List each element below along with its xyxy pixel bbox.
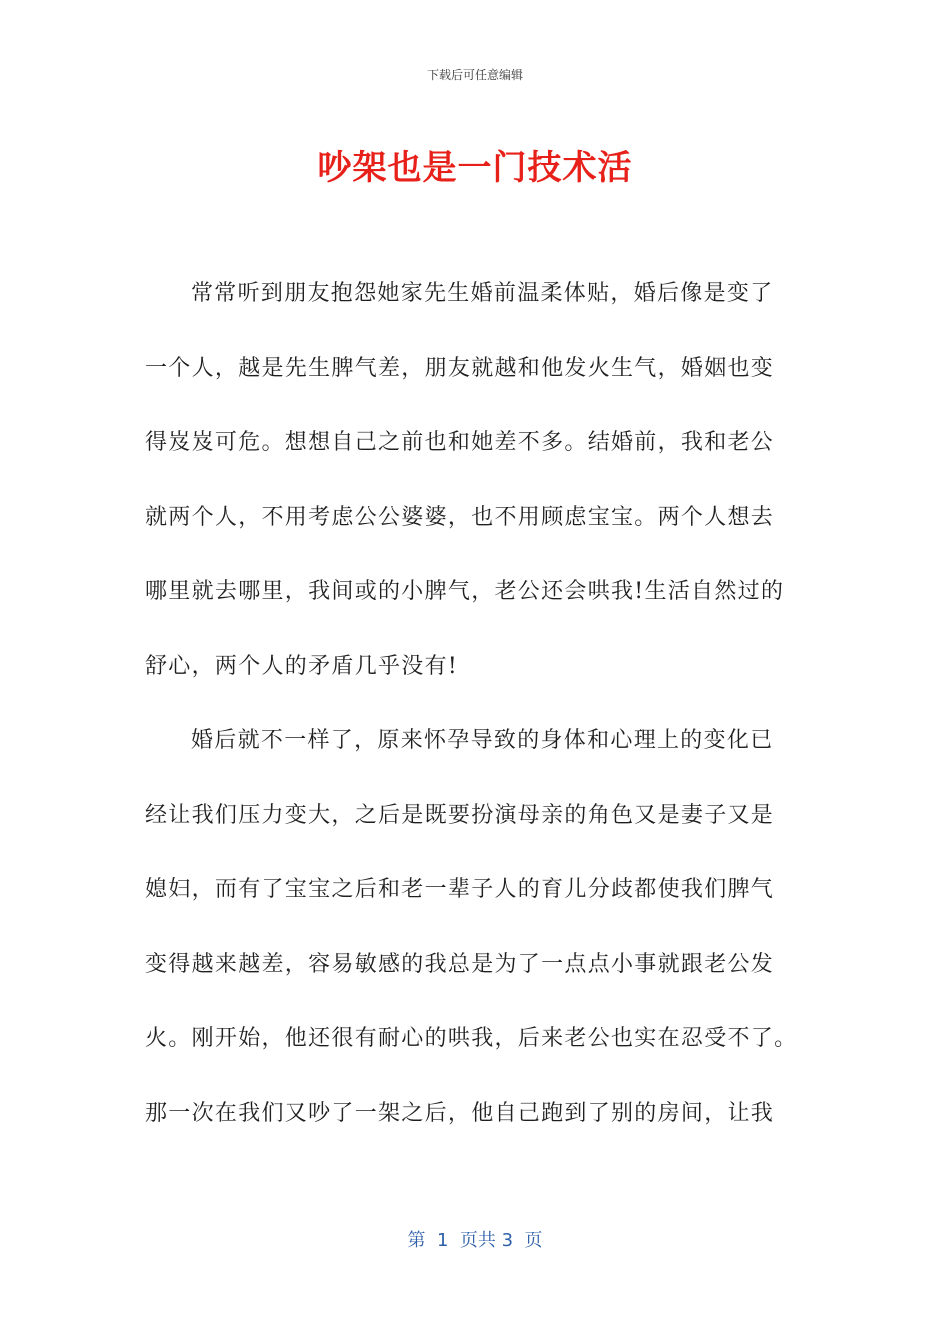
paragraph-line: 哪里就去哪里，我间或的小脾气，老公还会哄我!生活自然过的 <box>145 579 785 604</box>
document-body <box>145 257 805 1151</box>
paragraph-line: 一个人，越是先生脾气差，朋友就越和他发火生气，婚姻也变 <box>145 355 775 381</box>
paragraph-line: 舒心，两个人的矛盾几乎没有! <box>145 653 459 679</box>
paragraph-line: 媳妇，而有了宝宝之后和老一辈子人的育儿分歧都使我们脾气 <box>145 877 775 902</box>
paragraph-line: 变得越来越差，容易敏感的我总是为了一点点小事就跟老公发 <box>145 951 775 977</box>
document-title: 吵架也是一门技术活 <box>317 148 633 188</box>
header-note: 下载后可任意编辑 <box>426 68 523 82</box>
paragraph-1 <box>145 257 805 704</box>
page-number-footer: 第 1 页共 3 页 <box>407 1230 543 1251</box>
paragraph-2 <box>145 704 805 1151</box>
paragraph-line: 火。刚开始，他还很有耐心的哄我，后来老公也实在忍受不了。 <box>145 1026 798 1051</box>
paragraph-line: 婚后就不一样了，原来怀孕导致的身体和心理上的变化已 <box>191 728 774 753</box>
paragraph-line: 就两个人，不用考虑公公婆婆，也不用顾虑宝宝。两个人想去 <box>145 504 775 530</box>
paragraph-line: 那一次在我们又吵了一架之后，他自己跑到了别的房间，让我 <box>145 1100 775 1126</box>
paragraph-line: 得岌岌可危。想想自己之前也和她差不多。结婚前，我和老公 <box>145 430 775 455</box>
paragraph-line: 经让我们压力变大，之后是既要扮演母亲的角色又是妻子又是 <box>145 802 775 828</box>
paragraph-line: 常常听到朋友抱怨她家先生婚前温柔体贴，婚后像是变了 <box>191 281 774 306</box>
